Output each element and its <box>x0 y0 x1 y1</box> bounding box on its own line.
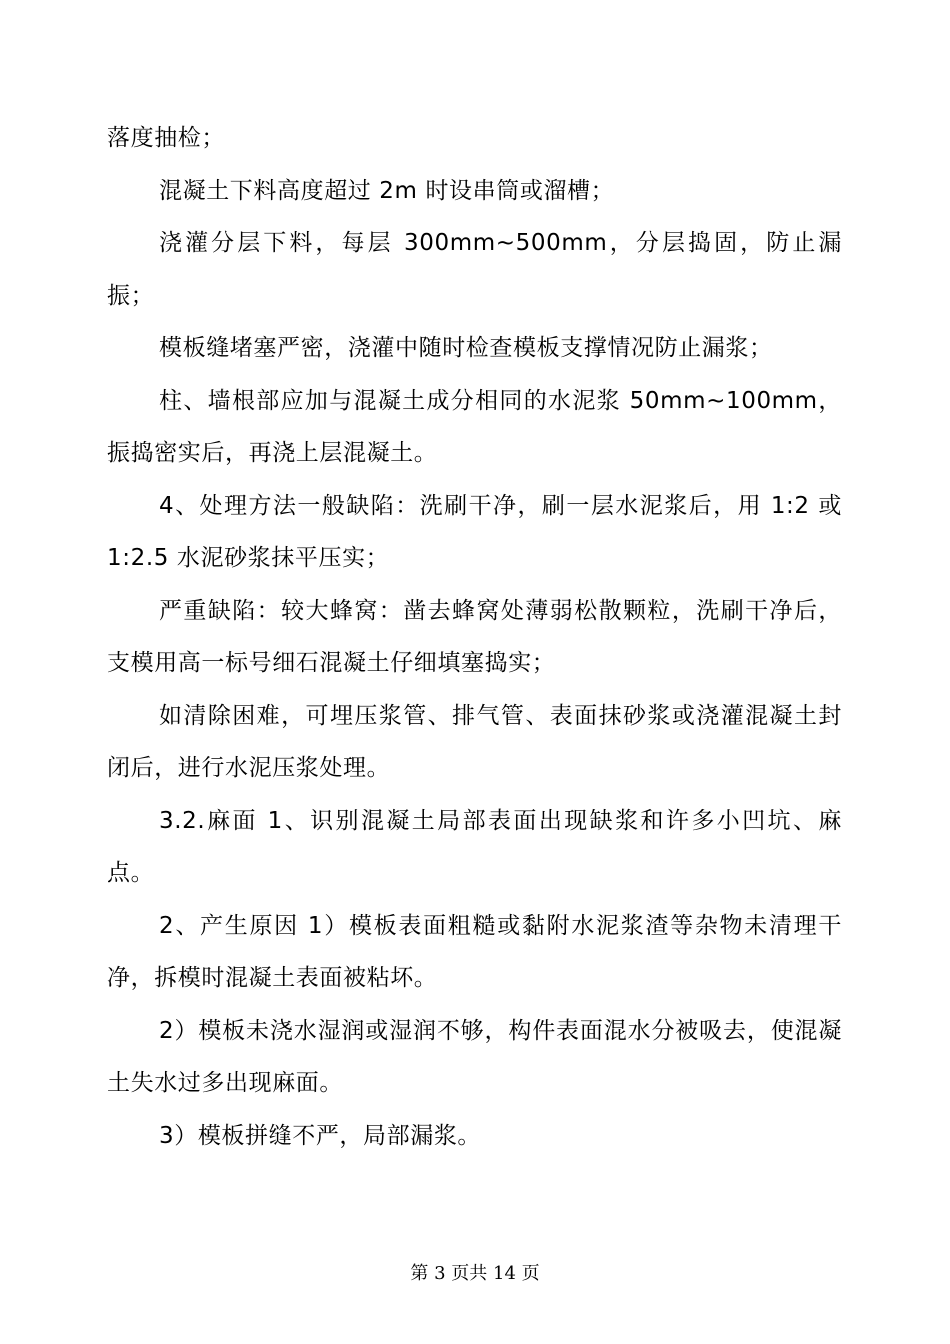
paragraph-11: 2）模板未浇水湿润或湿润不够，构件表面混水分被吸去，使混凝土失水过多出现麻面。 <box>107 1017 842 1096</box>
paragraph-10: 2、产生原因 1）模板表面粗糙或黏附水泥浆渣等杂物未清理干净，拆模时混凝土表面被粘坏。 <box>107 912 842 991</box>
paragraph-8: 如清除困难，可埋压浆管、排气管、表面抹砂浆或浇灌混凝土封闭后，进行水泥压浆处理。 <box>107 702 842 781</box>
paragraph-2: 混凝土下料高度超过 2m 时设串筒或溜槽； <box>159 177 615 204</box>
page-number-footer: 第 3 页共 14 页 <box>410 1263 540 1284</box>
paragraph-1: 落度抽检； <box>107 125 225 151</box>
document-body <box>107 112 842 1162</box>
paragraph-4: 模板缝堵塞严密，浇灌中随时检查模板支撑情况防止漏浆； <box>159 335 773 361</box>
paragraph-3: 浇灌分层下料，每层 300mm~500mm，分层捣固，防止漏振； <box>107 230 842 309</box>
paragraph-5: 柱、墙根部应加与混凝土成分相同的水泥浆 50mm~100mm，振捣密实后，再浇上层混凝土。 <box>107 387 842 466</box>
paragraph-9: 3.2.麻面 1、识别混凝土局部表面出现缺浆和许多小凹坑、麻点。 <box>107 807 842 886</box>
paragraph-7: 严重缺陷：较大蜂窝：凿去蜂窝处薄弱松散颗粒，洗刷干净后，支模用高一标号细石混凝土仔细填塞捣实； <box>107 597 842 676</box>
paragraph-6: 4、处理方法一般缺陷：洗刷干净，刷一层水泥浆后，用 1:2 或 1:2.5 水泥砂浆抹平压实； <box>107 492 842 571</box>
paragraph-12: 3）模板拼缝不严，局部漏浆。 <box>159 1122 482 1149</box>
